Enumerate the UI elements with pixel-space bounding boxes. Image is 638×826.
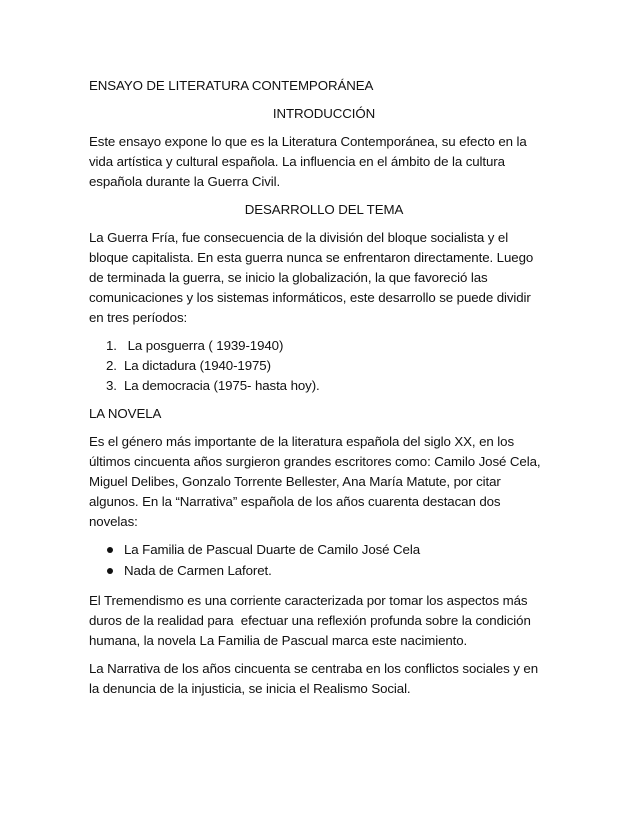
paragraph-line: española durante la Guerra Civil. — [89, 174, 281, 189]
periods-list — [89, 336, 559, 396]
tremendismo-paragraph — [89, 591, 559, 651]
paragraph-line: en tres períodos: — [89, 310, 188, 325]
list-number: 2. — [106, 358, 117, 373]
paragraph-line: humana, la novela La Familia de Pascual marca este nacimiento. — [89, 633, 468, 648]
paragraph-line: de terminada la guerra, se inicio la globalización, la que favoreció las — [89, 270, 488, 285]
list-item-text: La posguerra ( 1939-1940) — [124, 338, 284, 353]
list-item-text: La dictadura (1940-1975) — [124, 358, 271, 373]
paragraph-line: novelas: — [89, 514, 138, 529]
novels-list — [89, 540, 559, 582]
list-item — [89, 561, 559, 582]
paragraph-line: comunicaciones y los sistemas informáticos, este desarrollo se puede dividir — [89, 290, 531, 305]
paragraph-line: El Tremendismo es una corriente caracterizada por tomar los aspectos más — [89, 593, 528, 608]
paragraph-line: la denuncia de la injusticia, se inicia el Realismo Social. — [89, 681, 411, 696]
list-number: 1. — [106, 338, 117, 353]
list-item-text: Nada de Carmen Laforet. — [124, 563, 272, 578]
document-body — [89, 76, 559, 707]
list-item — [89, 376, 559, 396]
paragraph-line: Este ensayo expone lo que es la Literatura Contemporánea, su efecto en la — [89, 134, 527, 149]
paragraph-line: La Guerra Fría, fue consecuencia de la división del bloque socialista y el — [89, 230, 509, 245]
fifties-paragraph — [89, 659, 559, 699]
paragraph-line: vida artística y cultural española. La influencia en el ámbito de la cultura — [89, 154, 505, 169]
paragraph-line: algunos. En la “Narrativa” española de los años cuarenta destacan dos — [89, 494, 501, 509]
novel-paragraph — [89, 432, 559, 532]
paragraph-line: Miguel Delibes, Gonzalo Torrente Bellester, Ana María Matute, por citar — [89, 474, 501, 489]
novel-heading: LA NOVELA — [89, 406, 162, 421]
list-item-text: La Familia de Pascual Duarte de Camilo José Cela — [124, 542, 421, 557]
paragraph-line: duros de la realidad para efectuar una reflexión profunda sobre la condición — [89, 613, 531, 628]
paragraph-line: bloque capitalista. En esta guerra nunca se enfrentaron directamente. Luego — [89, 250, 534, 265]
list-item — [89, 356, 559, 376]
paragraph-line: últimos cincuenta años surgieron grandes escritores como: Camilo José Cela, — [89, 454, 541, 469]
list-item-text: La democracia (1975- hasta hoy). — [124, 378, 320, 393]
development-heading: DESARROLLO DEL TEMA — [244, 202, 404, 217]
intro-paragraph — [89, 132, 559, 192]
list-item — [89, 336, 559, 356]
paragraph-line: Es el género más importante de la literatura española del siglo XX, en los — [89, 434, 514, 449]
list-item — [89, 540, 559, 561]
bullet-icon — [107, 568, 113, 574]
bullet-icon — [107, 547, 113, 553]
development-paragraph — [89, 228, 559, 328]
document-title: ENSAYO DE LITERATURA CONTEMPORÁNEA — [89, 78, 374, 93]
intro-heading: INTRODUCCIÓN — [272, 106, 376, 121]
list-number: 3. — [106, 378, 117, 393]
paragraph-line: La Narrativa de los años cincuenta se centraba en los conflictos sociales y en — [89, 661, 538, 676]
